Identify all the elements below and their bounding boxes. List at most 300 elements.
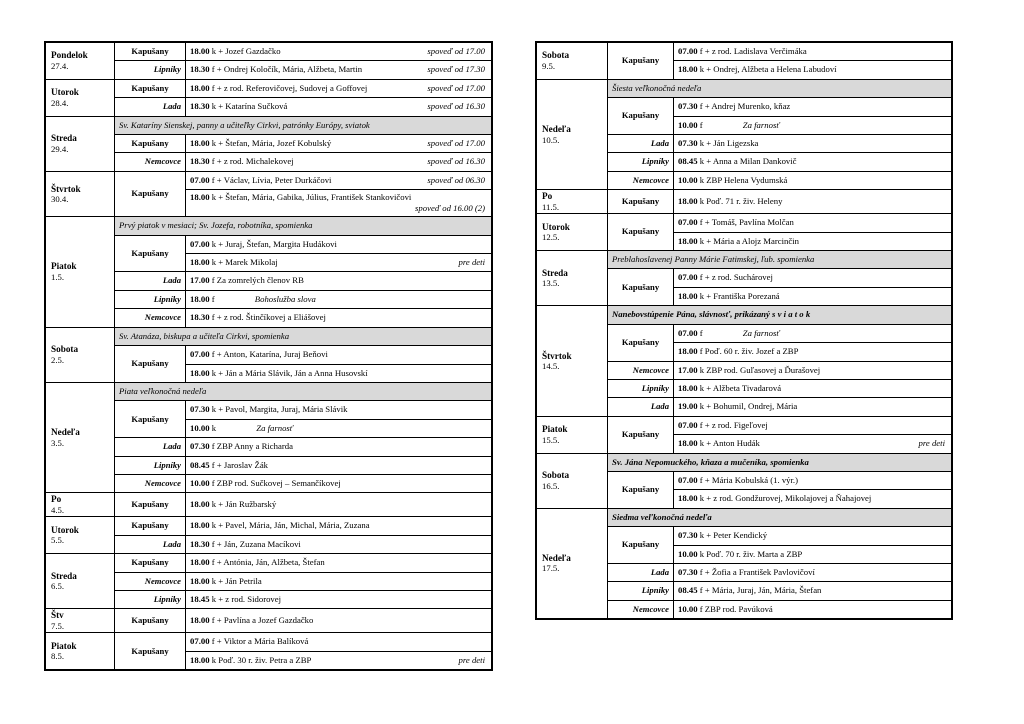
day-name: Streda [51,133,77,144]
mass-rite: f [699,119,703,130]
mass-entry [674,269,952,287]
mass-entry [186,590,492,608]
mass-rite: k [699,138,705,149]
place-name: Lada [115,535,186,553]
day-cell [46,382,115,492]
mass-time: 18.00 [190,293,210,304]
mass-time: 07.30 [678,530,698,541]
day-cell [46,517,115,554]
place-name: Kapušany [115,517,186,535]
feast-row [537,79,952,97]
mass-rite: k [211,422,217,433]
mass-intention: Poď. 60 r. živ. Jozef a ZBP [704,346,799,357]
mass-intention: + Andrej Murenko, kňaz [704,101,791,112]
mass-time: 08.45 [678,585,698,596]
mass-row [537,190,952,214]
mass-intention: + Antónia, Ján, Alžbeta, Štefan [216,557,325,568]
mass-time: 18.00 [190,46,210,56]
mass-note: pre deti [918,438,945,449]
mass-rite: f [211,441,215,452]
mass-entry [674,471,952,489]
mass-time: 07.00 [678,474,698,485]
mass-rite: f [211,275,215,286]
day-name: Nedeľa [51,427,80,438]
mass-rite: f [211,82,215,93]
mass-schedule-table [45,42,492,670]
mass-rite: k [211,257,217,268]
mass-intention: + Pavol, Margita, Juraj, Mária Slávik [218,404,348,415]
day-name: Piatok [51,261,77,272]
mass-entry [674,153,952,171]
mass-time: 07.00 [678,419,698,430]
mass-intention: + Ján a Mária Slávik, Ján a Anna Husovskí [218,367,368,378]
mass-entry [674,490,952,508]
mass-rite: k [699,64,705,75]
mass-entry [674,361,952,379]
day-name: Utorok [51,87,79,98]
day-cell [537,43,608,80]
place-name: Nemcovce [608,171,674,189]
mass-intention: Poď. 71 r. živ. Heleny [706,196,783,207]
mass-entry [186,190,492,217]
mass-rite: k [699,438,705,449]
mass-entry [674,324,952,342]
day-name: Po [542,191,553,202]
mass-rite: k [211,367,217,378]
mass-rite: k [699,530,705,541]
mass-schedule-table [536,42,952,619]
place-name: Kapušany [115,493,186,517]
place-name: Kapušany [608,269,674,306]
mass-entry [186,98,492,116]
mass-note: pre deti [458,257,485,268]
day-cell [537,214,608,251]
mass-rite: f [211,174,215,185]
mass-time: 18.00 [190,575,210,586]
place-name: Nemcovce [115,474,186,492]
mass-row [46,517,492,535]
day-name: Piatok [51,640,77,651]
day-name: Po [51,494,62,505]
mass-rite: f [211,615,215,626]
mass-time: 07.30 [190,404,210,415]
mass-intention: + Ondrej Koločík, Mária, Alžbeta, Martin [216,64,363,75]
mass-intention: + Anton Hudák [706,438,760,449]
mass-rite: k [699,235,705,246]
day-cell [537,190,608,214]
day-name: Streda [542,267,568,278]
place-name: Lipníky [608,582,674,600]
place-name: Lipníky [608,379,674,397]
day-date: 2.5. [51,354,65,365]
mass-intention: + Viktor a Mária Balíková [216,636,309,647]
mass-entry [186,254,492,272]
mass-rite: k [211,575,217,586]
mass-intention: + Katarína Sučková [218,101,288,112]
mass-time: 18.00 [678,438,698,449]
feast-row [537,508,952,526]
feast-row [46,327,492,345]
day-date: 15.5. [542,434,560,445]
place-name: Kapušany [115,609,186,633]
mass-entry [186,572,492,590]
day-date: 30.4. [51,194,69,205]
day-cell [537,79,608,189]
mass-time: 07.00 [678,46,698,56]
mass-rite: k [211,499,217,510]
mass-entry [674,190,952,214]
place-name: Lipníky [115,590,186,608]
feast-row [537,251,952,269]
mass-rite: f [699,327,703,338]
mass-entry [186,153,492,171]
place-name: Kapušany [115,171,186,216]
mass-time: 07.00 [678,327,698,338]
mass-entry [186,633,492,651]
place-name: Lada [608,398,674,416]
mass-time: 07.00 [678,272,698,283]
mass-intention: + Ondrej, Alžbeta a Helena Labudoví [706,64,837,75]
day-date: 8.5. [51,651,65,662]
mass-entry [674,135,952,153]
mass-entry [674,232,952,250]
day-name: Sobota [542,470,570,481]
mass-rite: f [211,557,215,568]
day-date: 17.5. [542,563,560,574]
mass-note: spoveď od 17.00 [427,138,485,149]
day-date: 11.5. [542,201,560,212]
place-name: Lada [115,272,186,290]
mass-entry [186,554,492,572]
mass-time: 18.30 [190,101,210,112]
mass-entry [186,517,492,535]
feast-row [46,116,492,134]
mass-time: 18.30 [190,538,210,549]
mass-entry [186,346,492,364]
mass-entry [674,287,952,305]
mass-entry [186,474,492,492]
mass-intention: Za farnosť [256,422,293,433]
mass-intention: + Peter Kendický [706,530,768,541]
mass-intention: + Bohumil, Ondrej, Mária [706,401,798,412]
schedule-left-page [44,41,493,671]
day-name: Streda [51,570,77,581]
mass-row [46,633,492,651]
day-date: 27.4. [51,60,69,71]
mass-intention: + Františka Porezaná [706,290,780,301]
mass-rite: f [211,538,215,549]
mass-note: spoveď od 17.00 [427,82,485,93]
mass-entry [186,309,492,327]
place-name: Lipníky [608,153,674,171]
mass-entry [674,98,952,116]
place-name: Kapušany [115,235,186,272]
mass-rite: k [211,101,217,112]
feast-title: Sv. Atanáza, biskupa a učiteľa Cirkvi, spomienka [115,327,492,345]
place-name: Kapušany [115,554,186,572]
mass-entry [674,343,952,361]
mass-intention: ZBP rod. Sučkovej – Semančíkovej [216,477,341,488]
mass-intention: Poď. 70 r. živ. Marta a ZBP [706,548,803,559]
mass-intention: + Marek Mikolaj [218,257,278,268]
day-name: Utorok [51,524,79,535]
mass-time: 18.00 [678,493,698,504]
day-cell [46,217,115,327]
mass-entry [186,272,492,290]
mass-entry [186,535,492,553]
mass-row [537,43,952,61]
mass-intention: + z rod. Sidorovej [218,593,282,604]
feast-title: Siedma veľkonočná nedeľa [608,508,952,526]
mass-rite: f [211,636,215,647]
day-cell [537,453,608,508]
place-name: Lada [608,563,674,581]
mass-rite: f [699,272,703,283]
place-name: Nemcovce [115,572,186,590]
mass-rite: f [699,46,703,56]
day-cell [537,251,608,306]
schedule-right-page [535,41,953,620]
mass-rite: k [211,593,217,604]
mass-entry [186,419,492,437]
day-date: 28.4. [51,97,69,108]
mass-note: spoveď od 06.30 [427,174,485,185]
mass-intention: + z rod. Štinčíkovej a Eliášovej [216,312,326,323]
mass-entry [674,435,952,453]
mass-rite: k [699,174,705,185]
mass-row [46,493,492,517]
place-name: Lada [608,135,674,153]
mass-entry [674,379,952,397]
mass-intention: + Anton, Katarína, Juraj Beňovi [216,349,328,360]
day-name: Sobota [542,50,570,61]
mass-rite: f [211,312,215,323]
mass-entry [186,493,492,517]
place-name: Kapušany [608,416,674,453]
mass-entry [674,527,952,545]
day-name: Štv [51,610,64,621]
mass-intention: Za zomrelých členov RB [216,275,304,286]
mass-time: 18.00 [190,82,210,93]
mass-entry [674,61,952,79]
mass-time: 08.45 [190,459,210,470]
mass-entry [674,214,952,232]
mass-rite: k [699,290,705,301]
mass-rite: f [699,603,703,614]
mass-rite: f [211,349,215,360]
mass-time: 10.00 [190,477,210,488]
day-date: 3.5. [51,437,65,448]
mass-time: 18.00 [190,367,210,378]
feast-row [46,382,492,400]
mass-time: 10.00 [678,174,698,185]
mass-entry [186,438,492,456]
mass-entry [674,116,952,134]
place-name: Nemcovce [608,361,674,379]
day-cell [46,116,115,171]
mass-rite: k [699,382,705,393]
mass-row [46,43,492,61]
day-name: Štvrtok [51,183,81,194]
mass-time: 18.00 [190,138,210,149]
day-date: 13.5. [542,278,560,289]
mass-intention: + z rod. Referovičovej, Sudovej a Goffovej [216,82,368,93]
mass-rite: f [211,64,215,75]
mass-time: 18.00 [678,382,698,393]
mass-entry [186,61,492,79]
mass-entry [186,235,492,253]
mass-intention: + Václav, Lívia, Peter Durkáčovi [216,174,332,185]
day-date: 29.4. [51,143,69,154]
mass-time: 18.00 [190,499,210,510]
day-date: 5.5. [51,535,65,546]
feast-title: Piata veľkonočná nedeľa [115,382,492,400]
day-cell [537,508,608,618]
feast-title: Sv. Jána Nepomuckého, kňaza a mučeníka, spomienka [608,453,952,471]
mass-time: 18.00 [190,257,210,268]
mass-time: 18.00 [678,290,698,301]
day-name: Sobota [51,344,79,355]
mass-intention: + Juraj, Štefan, Margita Hudákovi [218,238,337,249]
place-name: Nemcovce [115,153,186,171]
place-name: Kapušany [608,98,674,135]
mass-rite: f [699,419,703,430]
day-date: 9.5. [542,60,556,71]
mass-time: 17.00 [190,275,210,286]
place-name: Kapušany [115,633,186,670]
mass-intention: Za farnosť [742,327,780,338]
place-name: Kapušany [115,79,186,97]
mass-intention: ZBP Anny a Richarda [216,441,293,452]
mass-rite: f [211,293,215,304]
mass-rite: k [211,520,217,531]
mass-intention: + Pavlína a Jozef Gazdačko [216,615,314,626]
mass-time: 18.00 [678,346,698,357]
mass-intention: + Ján Petrila [218,575,262,586]
day-date: 16.5. [542,480,560,491]
mass-rite: f [211,477,215,488]
day-cell [46,493,115,517]
mass-note: spoveď od 16.30 [427,156,485,167]
mass-entry [674,545,952,563]
mass-intention: + Žofia a František Pavlovičoví [704,566,815,577]
mass-time: 18.00 [190,557,210,568]
day-name: Utorok [542,221,570,232]
place-name: Lipníky [115,456,186,474]
mass-rite: f [699,217,703,228]
mass-time: 07.00 [190,174,210,185]
mass-time: 18.00 [190,615,210,626]
feast-title: Nanebovstúpenie Pána, slávnosť, prikázaný s v i a t o k [608,306,952,324]
mass-row [46,609,492,633]
day-cell [537,416,608,453]
mass-intention: + Alžbeta Tivadarová [706,382,782,393]
mass-time: 19.00 [678,401,698,412]
mass-intention: + z rod. Michalekovej [216,156,294,167]
mass-row [46,79,492,97]
mass-intention: + z rod. Figeľovej [704,419,768,430]
mass-intention: + Jozef Gazdačko [218,46,281,56]
mass-intention: + Mária Kobulská (1. výr.) [704,474,799,485]
feast-row [537,306,952,324]
mass-time: 10.00 [678,119,698,130]
place-name: Kapušany [608,214,674,251]
mass-entry [186,290,492,308]
place-name: Lada [115,438,186,456]
place-name: Kapušany [115,401,186,438]
mass-time: 18.00 [190,654,210,665]
mass-intention: Poď. 30 r. živ. Petra a ZBP [218,654,312,665]
mass-rite: f [211,156,215,167]
mass-intention: + z rod. Gondžurovej, Mikolajovej a Ňahajovej [706,493,872,504]
day-date: 7.5. [51,620,65,631]
mass-time: 17.00 [678,364,698,375]
day-cell [46,327,115,382]
mass-intention: ZBP Helena Vydumská [706,174,788,185]
mass-time: 07.00 [678,217,698,228]
mass-time: 18.00 [190,520,210,531]
mass-rite: f [699,101,703,112]
mass-intention: + Štefan, Mária, Gabika, Július, František Stankovičovi [218,192,412,203]
place-name: Nemcovce [608,600,674,618]
place-name: Kapušany [608,527,674,564]
mass-row [537,214,952,232]
mass-intention: Za farnosť [742,119,780,130]
mass-rite: k [211,46,217,56]
mass-intention: ZBP rod. Guľasovej a Ďurašovej [706,364,821,375]
mass-time: 07.00 [190,349,210,360]
feast-title: Prvý piatok v mesiaci; Sv. Jozefa, robotníka, spomienka [115,217,492,235]
mass-entry [674,582,952,600]
day-date: 14.5. [542,361,560,371]
mass-entry [186,43,492,61]
place-name: Kapušany [608,43,674,80]
day-date: 4.5. [51,504,65,515]
mass-time: 07.00 [190,238,210,249]
mass-intention: + Štefan, Mária, Jozef Kobulský [218,138,332,149]
mass-row [46,554,492,572]
mass-rite: f [699,346,703,357]
mass-rite: f [699,474,703,485]
mass-entry [674,563,952,581]
mass-time: 07.30 [190,441,210,452]
mass-rite: k [211,654,217,665]
mass-rite: k [699,156,705,167]
mass-entry [186,456,492,474]
place-name: Kapušany [608,324,674,361]
place-name: Lada [115,98,186,116]
mass-entry [186,364,492,382]
mass-note: spoveď od 17.00 [427,46,485,56]
mass-intention: ZBP rod. Pavúková [704,603,773,614]
mass-time: 18.00 [190,192,210,203]
mass-row [46,171,492,189]
mass-intention: + Tomáš, Pavlína Molčan [704,217,794,228]
mass-time: 07.00 [190,636,210,647]
place-name: Lipníky [115,290,186,308]
mass-intention: + z rod. Ladislava Verčimáka [704,46,807,56]
day-cell [46,171,115,216]
mass-rite: k [211,192,217,203]
mass-entry [186,79,492,97]
mass-time: 18.00 [678,235,698,246]
place-name: Kapušany [608,471,674,508]
mass-time: 18.30 [190,156,210,167]
day-cell [46,633,115,670]
place-name: Kapušany [115,43,186,61]
mass-note: spoveď od 16.30 [427,101,485,112]
mass-entry [674,43,952,61]
